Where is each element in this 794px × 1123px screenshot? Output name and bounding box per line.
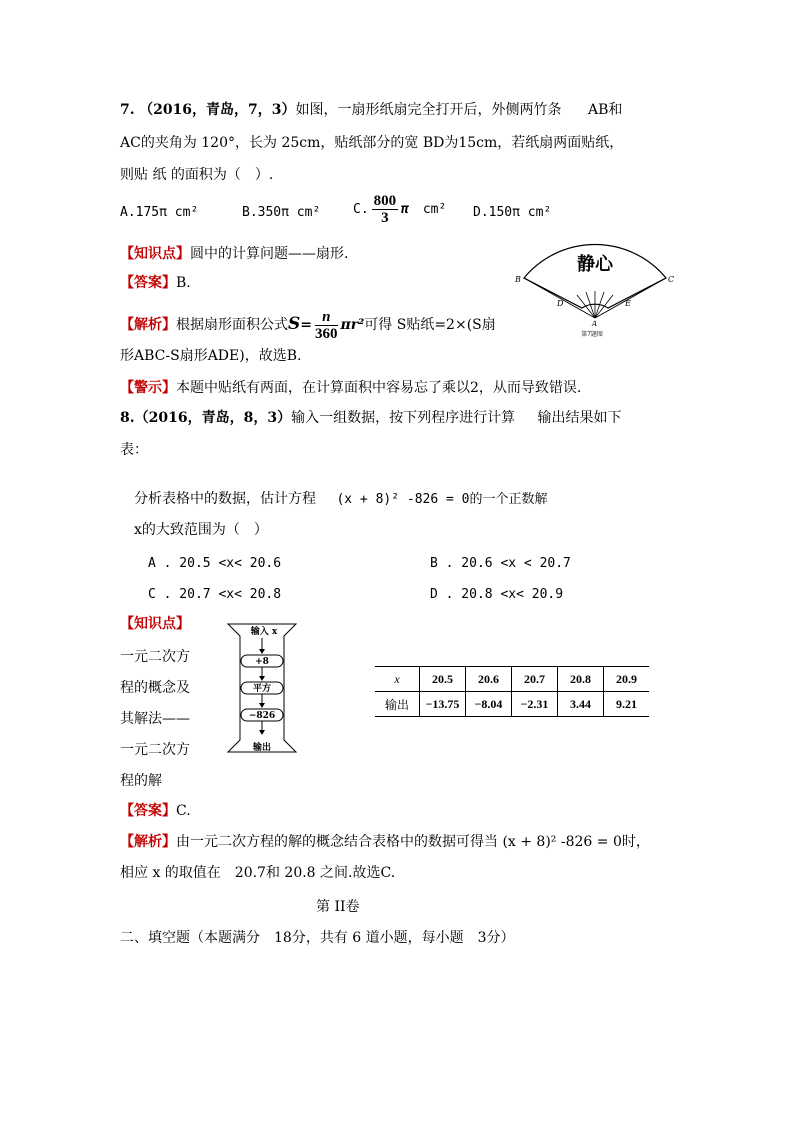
- q7-line1: [120, 100, 622, 120]
- q7-warning: [120, 378, 581, 398]
- q7-option-c-denominator: 3: [381, 210, 389, 226]
- table-cell: 20.5: [420, 667, 466, 692]
- fan-label-e: E: [625, 299, 631, 308]
- table-cell: 9.21: [604, 692, 650, 717]
- q7-analysis-pre: 根据扇形面积公式: [176, 317, 288, 333]
- q7-option-c-unit: cm²: [422, 202, 447, 217]
- q8-data-table: [375, 666, 649, 717]
- q8-knowledge-line: 程的概念及: [120, 680, 190, 696]
- flow-input: 输入 x: [250, 627, 278, 637]
- q7-option-c-pi: π: [401, 202, 409, 217]
- q7-option-c-label: C.: [353, 202, 369, 217]
- table-cell: 3.44: [558, 692, 604, 717]
- q7-option-d: D.150π cm²: [473, 205, 552, 220]
- flow-step-plus8-label: +8: [255, 657, 269, 667]
- q8-stem2: x的大致范围为（ ）: [134, 522, 268, 538]
- table-cell: 20.8: [558, 667, 604, 692]
- flow-arrowhead: [259, 676, 265, 681]
- flow-arrowhead: [259, 649, 265, 654]
- table-cell: 20.7: [512, 667, 558, 692]
- q7-warning-tag: 【警示】: [120, 380, 176, 396]
- q8-line1: [120, 408, 622, 428]
- flow-step-minus826-label: −826: [248, 711, 276, 721]
- q8-answer-text: C.: [176, 803, 191, 819]
- q8-analysis-tag: 【解析】: [120, 834, 176, 850]
- table-cell: −2.31: [512, 692, 558, 717]
- q8-text1-tail: 输出结果如下: [537, 410, 622, 426]
- q7-knowledge-text: 圆中的计算问题——扇形.: [190, 246, 349, 262]
- q8-answer: [120, 801, 191, 821]
- q8-analysis-line2: 相应 x 的取值在 20.7和 20.8 之间.故选C.: [120, 865, 396, 881]
- fan-label-a: A: [592, 320, 598, 328]
- q7-option-a: A.175π cm²: [120, 205, 199, 220]
- flow-step-square-label: 平方: [252, 684, 272, 694]
- q7-formula-eq: =: [300, 317, 313, 333]
- flowchart: [222, 622, 302, 758]
- q7-formula-denominator: 360: [315, 325, 338, 342]
- q7-formula-tail: πr²: [340, 317, 365, 333]
- q7-formula-numerator: n: [315, 309, 338, 326]
- q8-line2: 表：: [120, 442, 148, 458]
- table-cell: 输出: [375, 692, 420, 717]
- q7-line2: AC的夹角为 120°，长为 25cm，贴纸部分的宽 BD为15cm，若纸扇两面贴纸，: [120, 135, 624, 151]
- fan-label-c: C: [668, 275, 675, 284]
- q8-option-a: A . 20.5 <x< 20.6: [148, 556, 282, 571]
- q8-knowledge-line: 其解法——: [120, 711, 190, 727]
- q7-knowledge: [120, 244, 348, 264]
- q7-knowledge-tag: 【知识点】: [120, 246, 190, 262]
- section-heading: 二、填空题（本题满分 18分，共有 6 道小题，每小题 3分）: [120, 930, 515, 946]
- q8-knowledge-line: 程的解: [120, 773, 162, 789]
- q8-analysis: [120, 832, 650, 852]
- q7-option-c-numerator: 800: [373, 193, 397, 209]
- q8-stem1-b: (x + 8)² -826 = 0的一个正数解: [336, 492, 548, 507]
- q7-option-c: [353, 193, 446, 227]
- fan-caption: 第7题图: [581, 331, 603, 338]
- q7-number: 7.: [120, 102, 135, 118]
- q7-option-c-fraction: [372, 193, 399, 226]
- q7-formula-fraction: [315, 309, 338, 342]
- flow-arrowhead: [259, 703, 265, 708]
- q8-text1: 输入一组数据，按下列程序进行计算: [291, 410, 516, 426]
- q8-option-c: C . 20.7 <x< 20.8: [148, 587, 282, 602]
- fan-title: 静心: [577, 254, 613, 275]
- q7-formula-s: S: [288, 314, 301, 334]
- q8-number: 8.: [120, 410, 135, 426]
- table-row: [375, 667, 649, 692]
- table-cell: 20.6: [466, 667, 512, 692]
- q7-line3: 则贴 纸 的面积为（ ）.: [120, 167, 274, 183]
- q7-answer-text: B.: [176, 275, 191, 291]
- q8-answer-tag: 【答案】: [120, 803, 176, 819]
- q7-warning-text: 本题中贴纸有两面，在计算面积中容易忘了乘以2，从而导致错误.: [176, 380, 582, 396]
- q7-analysis-line2: 形ABC-S扇形ADE)，故选B.: [120, 348, 302, 364]
- q8-stem1-a: 分析表格中的数据，估计方程: [134, 491, 316, 507]
- table-cell: x: [375, 667, 420, 692]
- q7-analysis-tag: 【解析】: [120, 317, 176, 333]
- q8-option-d: D . 20.8 <x< 20.9: [430, 587, 564, 602]
- volume-title: 第 II卷: [316, 899, 360, 915]
- table-cell: −13.75: [420, 692, 466, 717]
- fan-label-d: D: [557, 299, 564, 308]
- flow-arrowhead: [259, 730, 265, 735]
- table-row: [375, 692, 649, 717]
- flow-output: 输出: [252, 743, 272, 753]
- table-cell: 20.9: [604, 667, 650, 692]
- q7-answer-tag: 【答案】: [120, 275, 176, 291]
- q8-source: （2016，青岛，8，3）: [134, 410, 292, 426]
- fan-figure: [510, 232, 680, 340]
- q8-knowledge-tag: 【知识点】: [120, 616, 190, 632]
- q8-option-b: B . 20.6 <x < 20.7: [430, 556, 571, 571]
- table-cell: −8.04: [466, 692, 512, 717]
- q8-knowledge-line: 一元二次方: [120, 742, 190, 758]
- q8-analysis-line1: 由一元二次方程的解的概念结合表格中的数据可得当 (x + 8)² -826 = 0时，: [176, 834, 650, 850]
- q7-answer: [120, 273, 191, 293]
- fan-label-b: B: [515, 275, 521, 284]
- q7-analysis: [120, 307, 496, 342]
- q7-text1: 如图，一扇形纸扇完全打开后，外侧两竹条: [295, 102, 562, 118]
- q7-source: （2016，青岛，7，3）: [139, 102, 296, 118]
- q8-knowledge-line: 一元二次方: [120, 649, 190, 665]
- q7-text1-tail: AB和: [587, 102, 623, 118]
- q8-stem1: [134, 489, 548, 510]
- q7-option-b: B.350π cm²: [242, 205, 321, 220]
- q7-analysis-post: 可得 S贴纸=2×(S扇: [364, 317, 496, 333]
